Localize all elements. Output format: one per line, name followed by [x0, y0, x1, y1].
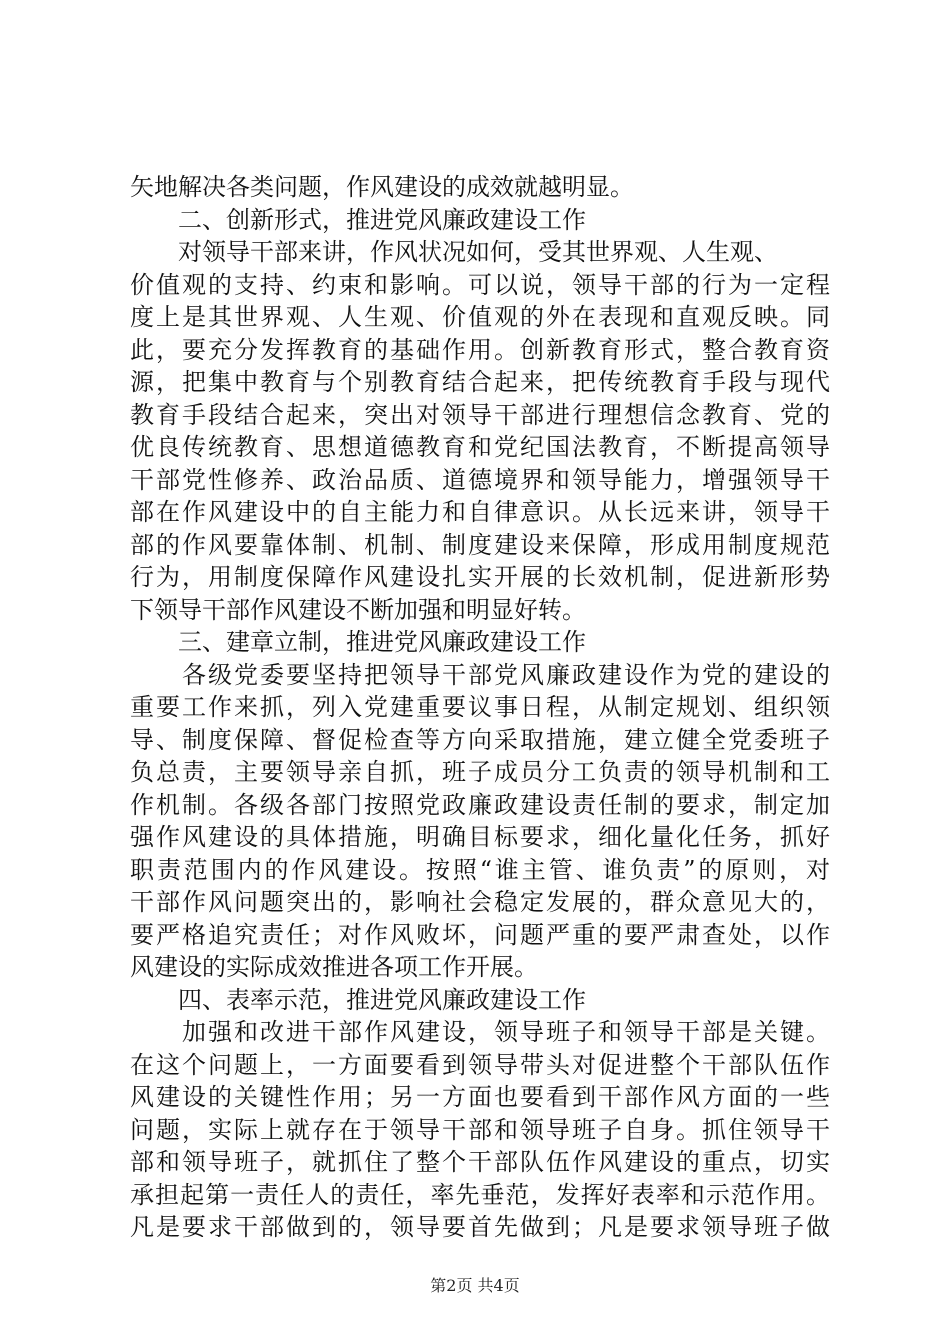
text-line: 重要工作来抓，列入党建重要议事日程，从制定规划、组织领 — [130, 693, 830, 721]
text-line: 各级党委要坚持把领导干部党风廉政建设作为党的建设的 — [130, 660, 830, 689]
text-line: 二、创新形式，推进党风廉政建设工作 — [130, 205, 586, 234]
text-line: 下领导干部作风建设不断加强和明显好转。 — [130, 595, 586, 624]
text-line: 风建设的关键性作用；另一方面也要看到干部作风方面的一些 — [130, 1083, 830, 1111]
page-footer: 第2页 共4页 — [430, 1276, 520, 1295]
text-line: 导、制度保障、督促检查等方向采取措施，建立健全党委班子 — [130, 725, 830, 754]
text-line: 凡是要求干部做到的，领导要首先做到；凡是要求领导班子做 — [130, 1213, 830, 1241]
text-line: 风建设的实际成效推进各项工作开展。 — [130, 953, 538, 981]
text-line: 要严格追究责任；对作风败坏，问题严重的要严肃查处，以作 — [130, 920, 830, 949]
text-line: 加强和改进干部作风建设，领导班子和领导干部是关键。 — [130, 1018, 830, 1046]
text-line: 职责范围内的作风建设。按照“谁主管、谁负责”的原则，对 — [130, 855, 830, 884]
text-line: 部的作风要靠体制、机制、制度建设来保障，形成用制度规范 — [130, 530, 830, 559]
document-body — [130, 171, 830, 1244]
text-line: 三、建章立制，推进党风廉政建设工作 — [130, 628, 586, 656]
text-line: 部和领导班子，就抓住了整个干部队伍作风建设的重点，切实 — [130, 1148, 830, 1176]
text-line: 在这个问题上，一方面要看到领导带头对促进整个干部队伍作 — [130, 1050, 830, 1079]
text-line: 作机制。各级各部门按照党政廉政建设责任制的要求，制定加 — [130, 790, 830, 819]
text-line: 此，要充分发挥教育的基础作用。创新教育形式，整合教育资 — [130, 335, 830, 364]
text-line: 干部党性修养、政治品质、道德境界和领导能力，增强领导干 — [130, 465, 830, 494]
text-line: 行为，用制度保障作风建设扎实开展的长效机制，促进新形势 — [130, 563, 830, 591]
text-line: 问题，实际上就存在于领导干部和领导班子自身。抓住领导干 — [130, 1115, 830, 1144]
text-line: 矢地解决各类问题，作风建设的成效就越明显。 — [130, 173, 634, 201]
text-line: 对领导干部来讲，作风状况如何，受其世界观、人生观、 — [130, 238, 778, 266]
text-line: 价值观的支持、约束和影响。可以说，领导干部的行为一定程 — [130, 270, 830, 299]
text-line: 干部作风问题突出的，影响社会稳定发展的，群众意见大的， — [130, 888, 830, 916]
text-line: 教育手段结合起来，突出对领导干部进行理想信念教育、党的 — [130, 400, 830, 429]
text-line: 源，把集中教育与个别教育结合起来，把传统教育手段与现代 — [130, 368, 830, 396]
text-line: 负总责，主要领导亲自抓，班子成员分工负责的领导机制和工 — [130, 758, 830, 786]
text-line: 承担起第一责任人的责任，率先垂范，发挥好表率和示范作用。 — [130, 1180, 830, 1209]
text-line: 优良传统教育、思想道德教育和党纪国法教育，不断提高领导 — [130, 433, 830, 461]
text-line: 度上是其世界观、人生观、价值观的外在表现和直观反映。同 — [130, 303, 830, 331]
text-line: 强作风建设的具体措施，明确目标要求，细化量化任务，抓好 — [130, 823, 830, 851]
text-line: 部在作风建设中的自主能力和自律意识。从长远来讲，领导干 — [130, 498, 830, 526]
text-line: 四、表率示范，推进党风廉政建设工作 — [130, 985, 586, 1014]
